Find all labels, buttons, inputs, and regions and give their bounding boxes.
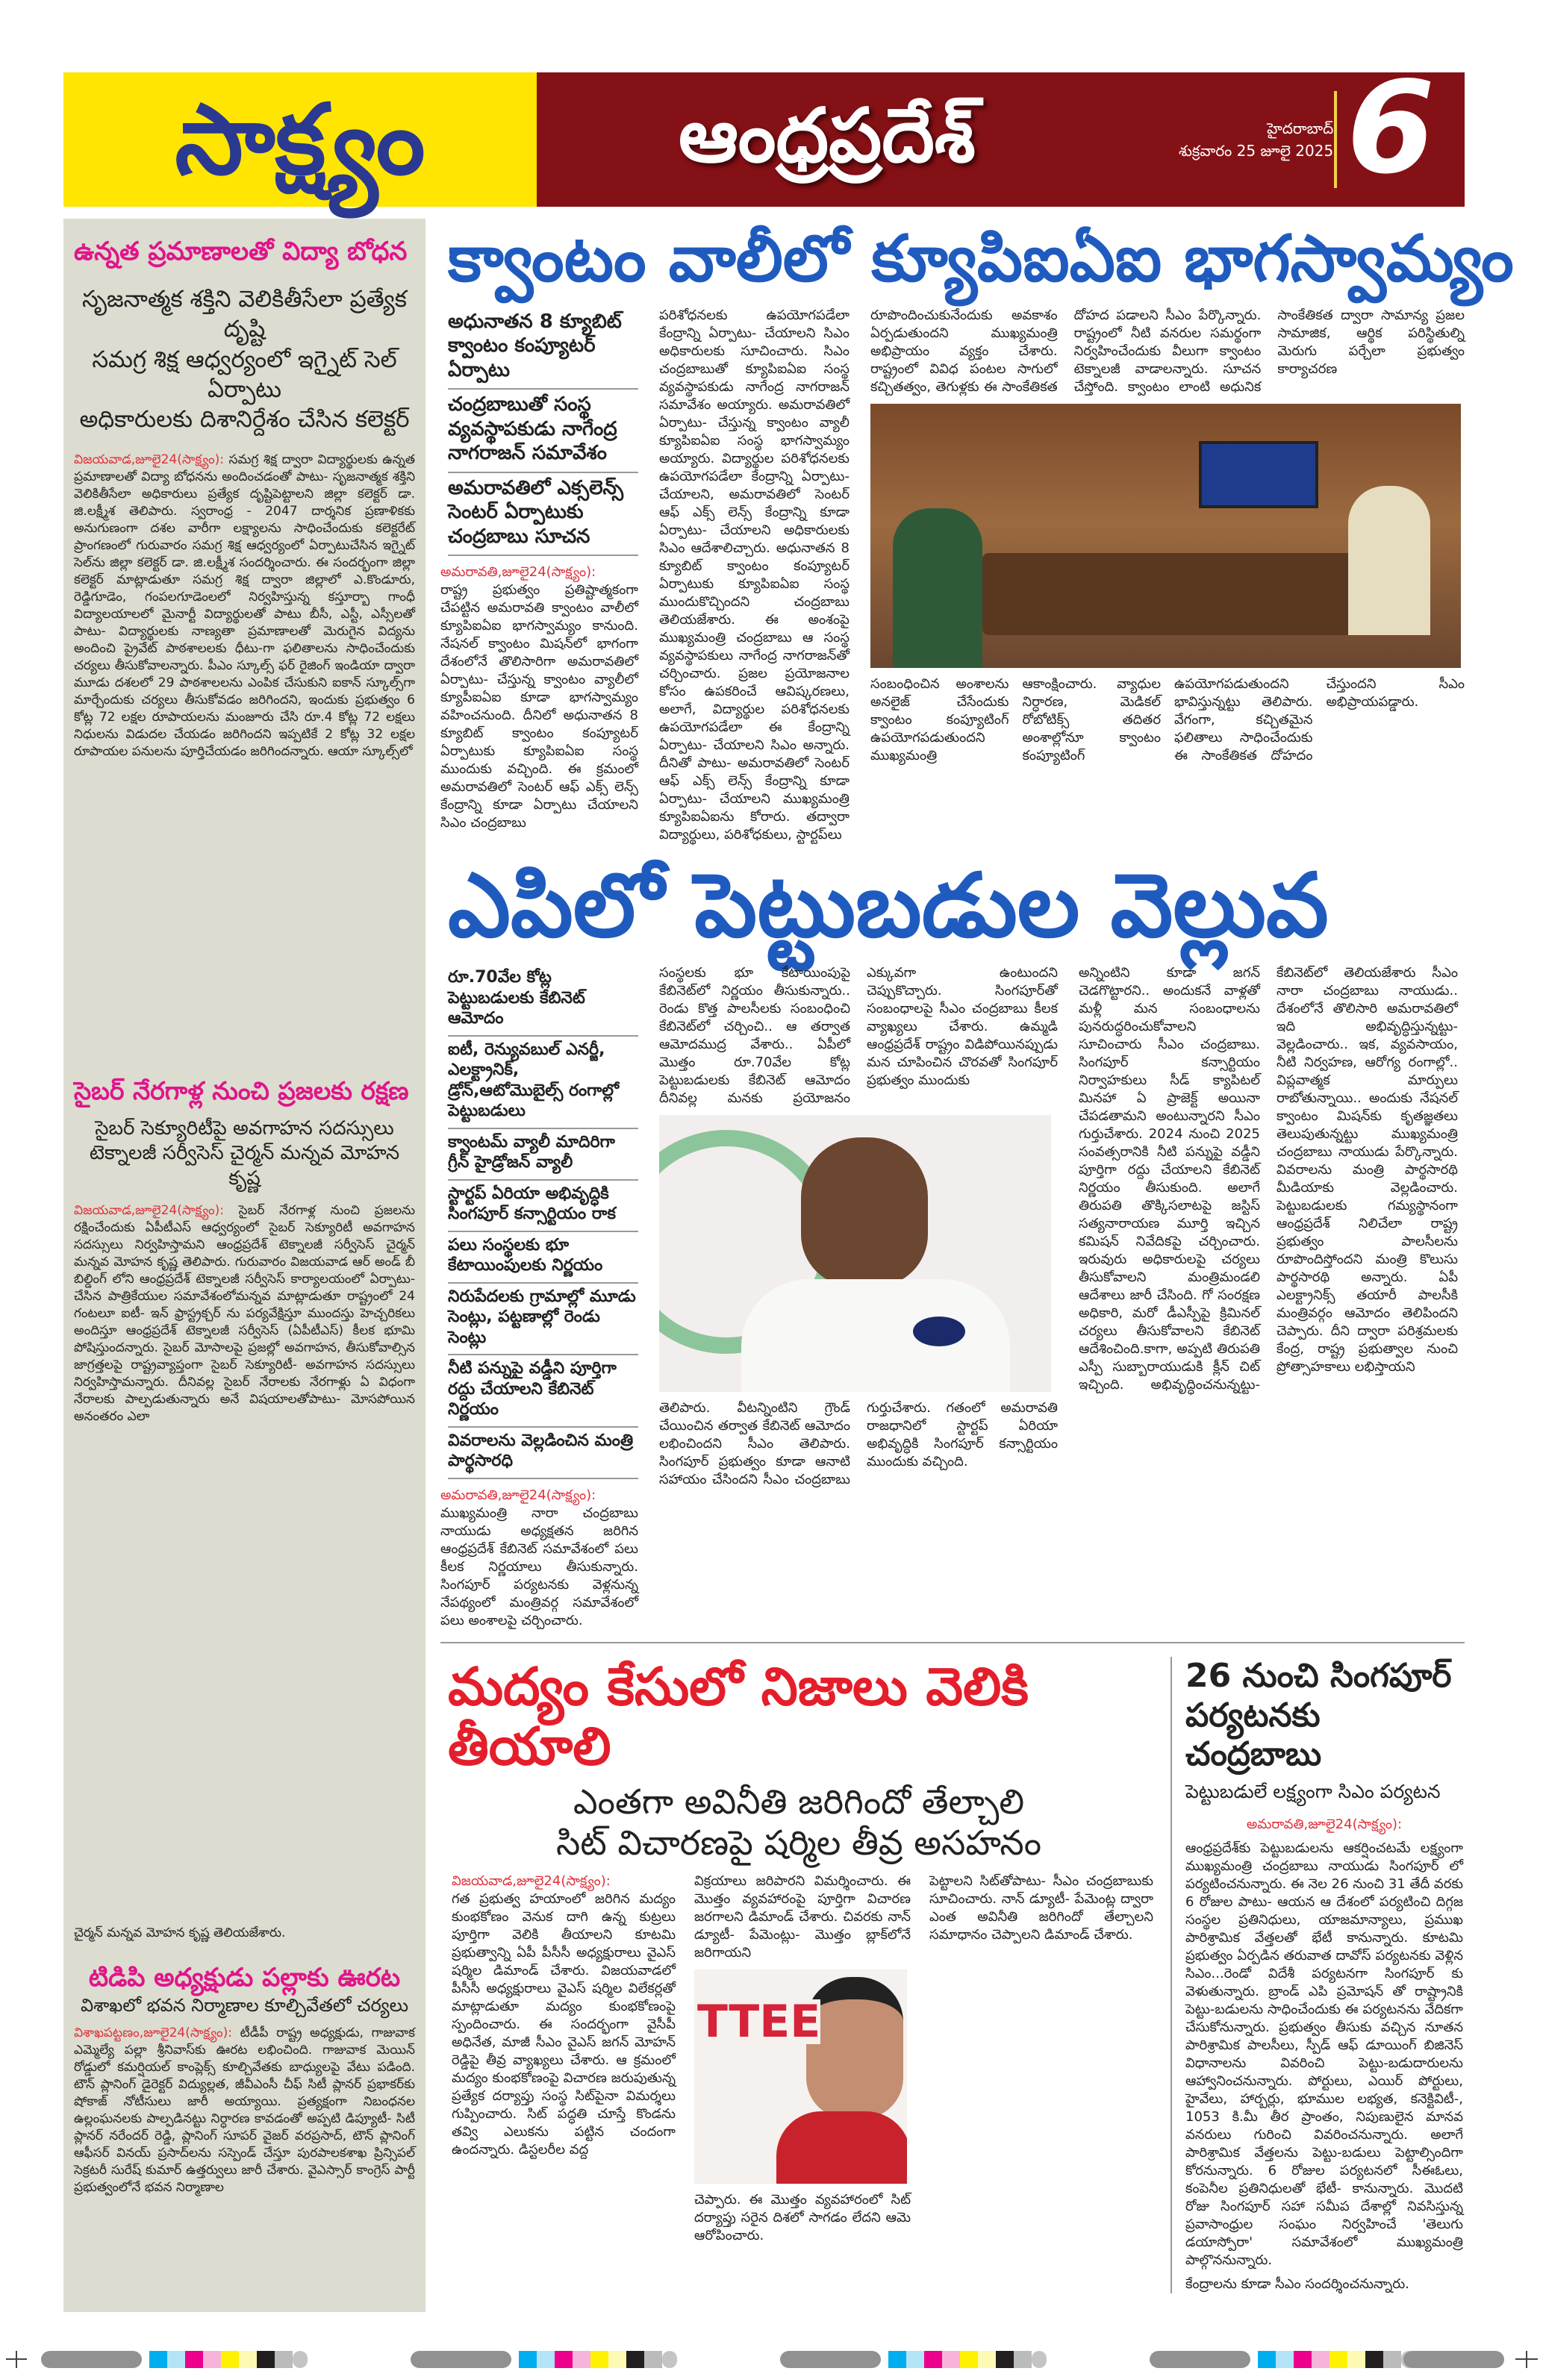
page-number: 6	[1347, 54, 1436, 202]
headline-line: 26 నుంచి సింగపూర్	[1185, 1656, 1452, 1695]
story1-highlights	[440, 307, 638, 557]
registration-swatch	[275, 2351, 293, 2368]
article-body	[74, 1202, 415, 1919]
registration-swatch	[1014, 2351, 1032, 2368]
article-text: సమగ్ర శిక్ష ద్వారా విద్యార్థులకు ఉన్నత ప్రమాణాలతో విద్యా బోధనను అందించడంతో పాటు- సృజనాత్మక శక్తిని వెలికితీసేలా అధికారులు ప్రత్యేక దృష్టిపెట్టాలని జిల్లా కలెక్టర్ డా. జి.లక్ష్మీశ తెలిపారు. స్వరాంధ్ర - 2047 దార్శనిక ప్రణాళికకు అనుగుణంగా దశల వారీగా లక్ష్యాలను సాధించేందుకు కలెక్టరేట్ ప్రాంగణంలో గురువారం సమగ్ర శిక్ష ఆధ్వర్యంలో ఏర్పాటుచేసిన ఇగ్నైట్ సెల్‌ను జిల్లా కలెక్టర్ డా. జి.లక్ష్మీశ సందర్శించారు. ఈ సందర్భంగా జిల్లా కలెక్టర్ మాట్లాడుతూ సమగ్ర శిక్ష ద్వారా జిల్లాలో ఎ.కొండూరు, రెడ్డిగూడెం, గంపలగూడెంలలో నిర్వహిస్తున్న కస్తూర్బా గాంధీ విద్యాలయాలలో మైనార్టీ విద్యార్థులతో పాటు బీసీ, ఎస్టీ, ఎస్సీలతో పాటు- విద్యార్థులకు నాణ్యతా ప్రమాణాలతో మెరుగైన విద్యను అందించి ప్రైవేట్ పాఠశాలలకు ధీటు-గా ఫలితాలను సాధించేందుకు చర్యలు తీసుకోవాలన్నారు. పీఎం స్కూల్స్ ఫర్ రైజింగ్ ఇండియా ద్వారా మూడు దశలలో 29 పాఠశాలలను ఎంపిక చేసుకుని ఐకాన్ స్కూల్స్‌గా మార్చేందుకు చర్యలు తీసుకోవడం జరిగిందని, ఇందుకు ప్రభుత్వం 6 కోట్ల 72 లక్షల రూపాయలను మంజూరు చేసి రూ.4 కోట్ల 72 లక్షలు నిధులను విడుదల చేయడం జరిగిందని ఇప్పటికే 2 కోట్ల 32 లక్షల రూపాయల పనులను పూర్తిచేయడం జరిగిందన్నారు. ఆయా స్కూల్స్‌లో	[74, 452, 415, 759]
story2-column-1	[440, 1487, 638, 1630]
registration-swatch	[626, 2351, 644, 2368]
story3-column-1	[452, 1873, 676, 2159]
story1-right-stack	[870, 307, 1465, 765]
story-quantum-valley	[440, 222, 1514, 844]
person-saree	[776, 2111, 907, 2184]
registration-swatch	[1365, 2351, 1383, 2368]
article-text: గత ప్రభుత్వ హయాంలో జరిగిన మద్యం కుంభకోణం వెనుక దాగి ఉన్న కుట్రలు పూర్తిగా వెలికి తీయాలని కూటమి ప్రభుత్వాన్ని ఏపీ పీసీసీ అధ్యక్షురాలు వైఎస్ షర్మిల డిమాండ్ చేశారు. విజయవాడలో పీసీసీ అధ్యక్షురాలు వైఎస్ షర్మిల విలేకర్లతో మాట్లాడుతూ మద్యం కుంభకోణంపై స్పందించారు. ఈ సందర్భంగా వైసీపీ అధినేత, మాజీ సీఎం వైఎస్ జగన్ మోహన్ రెడ్డిపై తీవ్ర వ్యాఖ్యలు చేశారు. ఆ క్రమంలో మద్యం కుంభకోణంపై విచారణ జరుపుతున్న ప్రత్యేక దర్యాప్తు సంస్థ సిట్‌పైనా విమర్శలు గుప్పించారు. సిట్ పద్ధతి చూస్తే కొండను తవ్వి ఎలుకను పట్టిన చందంగా ఉందన్నారు. డిస్టలరీల వద్ద	[452, 1891, 676, 2158]
article-cyber	[74, 1075, 415, 1942]
highlight-item: స్టార్టప్ ఏరియా అభివృద్ధికి సింగపూర్ కన్సార్టియం రాక	[448, 1181, 638, 1232]
registration-swatch	[942, 2351, 960, 2368]
masthead-section-banner	[537, 54, 1465, 207]
headline-investments: ఎపిలో పెట్టుబడుల వెల్లువ	[448, 853, 1329, 957]
highlight-item: నిరుపేదలకు గ్రామాల్లో మూడు సెంట్లు, పట్టణాల్లో రెండు సెంట్లు	[448, 1284, 638, 1356]
registration-swatch	[41, 2351, 142, 2368]
registration-swatch	[1403, 2351, 1504, 2368]
highlight-item: అమరావతిలో ఎక్సలెన్స్ సెంటర్ ఏర్పాటుకు చంద్రబాబు సూచన	[448, 473, 638, 557]
registration-swatch	[257, 2351, 275, 2368]
story3-column-2	[694, 1873, 911, 2245]
article-subhead: సృజనాత్మక శక్తిని వెలికితీసేలా ప్రత్యేక దృష్టి	[82, 286, 407, 343]
section-divider	[440, 1642, 1465, 1643]
person	[1348, 486, 1430, 635]
registration-swatch	[906, 2351, 924, 2368]
registration-swatch	[996, 2351, 1014, 2368]
print-registration-strip	[0, 2351, 1543, 2368]
article-subhead: ఎంతగా అవినీతి జరిగిందో తేల్చాలి	[573, 1781, 1025, 1822]
story2-bottom-columns: తెలిపారు. వీటన్నింటిని గ్రౌండ్ చేయించిన తర్వాత కేబినెట్ ఆమోదం లభించిందని సీఎం తెలిపారు. సింగపూర్ ప్రభుత్వం కూడా ఆనాటి సహాయం చేసిందని సీఎం చంద్రబాబు గుర్తుచేశారు. గతంలో అమరావతి రాజధానిలో స్టార్టప్ ఏరియా అభివృద్ధికి సింగపూర్ కన్సార్టియం ముందుకు వచ్చింది.	[659, 1400, 1058, 1488]
registration-swatch	[537, 2351, 555, 2368]
article-education	[74, 219, 415, 1063]
edition-city: హైదరాబాద్	[1267, 119, 1334, 137]
highlight-item: ఐటీ, రెన్యువబుల్ ఎనర్జీ, ఎలక్ట్రానిక్, డ్రోన్,ఆటోమొబైల్స్ రంగాల్లో పెట్టుబడులు	[448, 1037, 638, 1129]
article-subhead: అధికారులకు దిశానిర్దేశం చేసిన కలెక్టర్	[79, 406, 410, 434]
article-headline: ఉన్నత ప్రమాణాలతో విద్యా బోధన	[74, 237, 408, 266]
dateline: విజయవాడ,జూలై24(సాక్ష్యం):	[74, 452, 225, 467]
story2-top-columns: సంస్థలకు భూ కేటాయింపుపై కేబినెట్‌లో నిర్ణయం తీసుకున్నారు.. రెండు కొత్త పాలసీలకు సంబంధించి కేబినెట్‌లో చర్చించి.. ఆ తర్వాత ఆమోదముద్ర వేశారు.. ఏపీలో మొత్తం రూ.70వేల కోట్ల పెట్టుబడులకు కేబినెట్ ఆమోదం దీనివల్ల మనకు ప్రయోజనం ఎక్కువగా ఉంటుందని చెప్పుకొచ్చారు. సింగపూర్‌తో సంబంధాలపై సీఎం చంద్రబాబు కీలక వ్యాఖ్యలు చేశారు. ఉమ్మడి ఆంధ్రప్రదేశ్ రాష్ట్రం విడిపోయినప్పుడు మన చూపించిన చొరవతో సింగపూర్ ప్రభుత్వం ముందుకు	[659, 965, 1058, 1107]
registration-swatch	[573, 2351, 590, 2368]
story3-column-3: పెట్టాలని సిట్‌తోపాటు- సీఎం చంద్రబాబుకు సూచించారు. నాన్ డ్యూటీ- పేమెంట్ల ద్వారా ఎంత అవినీతి జరిగిందో తేల్చాలని సమాధానం చెప్పాలని డిమాండ్ చేశారు.	[929, 1873, 1153, 1943]
story4-ending: కేంద్రాలను కూడా సీఎం సందర్శించనున్నారు.	[1185, 2276, 1409, 2293]
registration-swatch	[608, 2351, 626, 2368]
tv-screen	[1199, 441, 1318, 508]
photo-sharmila	[694, 1970, 907, 2184]
headline-liquor-case: మద్యం కేసులో నిజాలు వెలికి తీయాలి	[448, 1655, 1029, 1778]
dateline: అమరావతి,జూలై24(సాక్ష్యం):	[1246, 1817, 1403, 1833]
registration-swatch	[780, 2351, 881, 2368]
conference-table	[982, 553, 1356, 635]
story3-column-2-top: విక్రయాలు జరిపారని విమర్శించారు. ఈ మొత్తం వ్యవహారంపై పూర్తిగా విచారణ జరగాలని డిమాండ్ చేశారు. చివరకు నాన్ డ్యూటీ- పేమెంట్లు- మొత్తం బ్లాక్‌లోనే జరిగాయని	[694, 1873, 911, 1961]
registration-swatch	[1032, 2351, 1047, 2368]
story3-column-2-bottom: చెప్పారు. ఈ మొత్తం వ్యవహారంలో సిట్ దర్యాప్తు సరైన దిశలో సాగడం లేదని ఆమె ఆరోపించారు.	[694, 2192, 911, 2244]
person	[893, 508, 982, 668]
edition-date: శుక్రవారం 25 జూలై 2025	[1179, 142, 1334, 160]
dateline: విజయవాడ,జూలై24(సాక్ష్యం):	[74, 1202, 225, 1218]
story1-left-stack	[440, 307, 638, 833]
story2-highlights	[440, 964, 638, 1479]
edition-info	[1179, 117, 1333, 162]
left-news-column	[63, 219, 426, 2312]
story1-column-2: పరిశోధనలకు ఉపయోగపడేలా కేంద్రాన్ని ఏర్పాటు- చేయాలని సిఎం అధికారులకు సూచించారు. సిఎం చంద్రబాబుతో క్యూపిఐఏఐ సంస్థ వ్యవస్థాపకుడు నాగేంద్ర నాగరాజన్ సమావేశం అయ్యారు. అమరావతిలో ఏర్పాటు- చేస్తున్న క్వాంటం వ్యాలీ క్యూపిఐఏఐ సంస్థ భాగస్వామ్యం అయ్యారు. విద్యార్థుల పరిశోధనలకు ఉపయోగపడేలా కేంద్రాన్ని ఏర్పాటు- చేయాలని, అమరావతిలో సెంటర్ ఆఫ్ ఎక్స్ లెన్స్ కేంద్రాన్ని కూడా ఏర్పాటు- చేయాలని అధికారులకు సిఎం ఆదేశాలిచ్చారు. అధునాతన 8 క్యూబిట్ క్వాంటం కంప్యూటర్ ఏర్పాటుకు క్యూపిఐఏఐ సంస్థ ముందుకొచ్చిందని చంద్రబాబు తెలియజేశారు. ఈ అంశంపై ముఖ్యమంత్రి చంద్రబాబు ఆ సంస్థ వ్యవస్థాపకులు నాగేంద్ర నాగరాజన్‌తో చర్చించారు. ప్రజల ప్రయోజనాల కోసం ఉపకరించే ఆవిష్కరణలు, అలాగే, విద్యార్థుల పరిశోధనలకు ఉపయోగపడేలా ఈ కేంద్రాన్ని ఏర్పాటు- చేయాలని సిఎం అన్నారు. దీనితో పాటు- అమరావతిలో సెంటర్ ఆఫ్ ఎక్స్ లెన్స్ కేంద్రాన్ని కూడా ఏర్పాటు- చేయాలని ముఖ్యమంత్రి క్యూపిఐఏఐను కోరారు. తద్వారా విద్యార్థులు, పరిశోధకులు, స్టార్టప్‌లు	[659, 307, 850, 843]
color-registration-marks	[0, 2351, 1543, 2368]
registration-swatch	[203, 2351, 221, 2368]
story1-column-1	[440, 563, 638, 832]
story-liquor-case	[440, 1657, 1157, 2245]
registration-swatch	[662, 2351, 677, 2368]
masthead-divider	[1334, 91, 1337, 188]
article-headline: టిడిపి అధ్యక్షుడు పల్లాకు ఊరట	[88, 1962, 401, 1993]
banner-letters: TTEE	[697, 1996, 821, 2049]
registration-swatch	[221, 2351, 239, 2368]
registration-swatch	[185, 2351, 203, 2368]
lead-headline-quantum: క్వాంటం వాలీలో క్యూపిఐఏఐ భాగస్వామ్యం	[448, 222, 1514, 296]
story-singapore-tour	[1185, 1657, 1463, 2293]
registration-swatch	[1150, 2351, 1250, 2368]
registration-swatch	[1276, 2351, 1294, 2368]
article-body	[74, 2025, 415, 2196]
highlight-item: నీటి పన్నుపై వడ్డీని పూర్తిగా రద్దు చేయాలని కేబినెట్ నిర్ణయం	[448, 1355, 638, 1428]
dateline: అమరావతి,జూలై24(సాక్ష్యం):	[440, 564, 596, 581]
section-title: ఆంధ్రప్రదేశ్	[679, 92, 976, 179]
registration-swatch	[644, 2351, 662, 2368]
registration-swatch	[924, 2351, 942, 2368]
registration-swatch	[293, 2351, 308, 2368]
story-investments	[440, 853, 1465, 1630]
masthead-logo-panel	[63, 72, 537, 207]
registration-swatch	[888, 2351, 906, 2368]
person-face	[801, 1137, 928, 1287]
article-text: టీడీపీ రాష్ట్ర అధ్యక్షుడు, గాజువాక ఎమ్మెల్యే పల్లా శ్రీనివాస్‌కు ఊరట లభించింది. గాజువాక మెయిన్ రోడ్డులో కమర్షియల్ కాంప్లెక్స్ కూల్చివేతకు బాధ్యులపై వేటు పడింది. టౌన్ ప్లానింగ్ డైరెక్టర్ విద్యుల్లత, జీవీఎంసీ చీఫ్ సిటీ ప్లానర్ ప్రభాకర్‌కు షోకాజ్ నోటీసులు జారీ అయ్యాయి. ప్రత్యక్షంగా నిబంధనల ఉల్లంఘనలకు పాల్పడినట్టు నిర్ధారణ కావడంతో అప్పటి డిప్యూటీ- సిటీ ప్లానర్ నరేందర్ రెడ్డి, ప్లానింగ్ సూపర్ వైజర్ వరప్రసాద్, టౌన్ ప్లానింగ్ ఆఫీసర్ వినయ్ ప్రసాద్‌లను సస్పెండ్ చేస్తూ పురపాలకశాఖ ప్రిన్సిపల్ సెక్రటరీ సురేష్ కుమార్ ఉత్తర్వులు జారీ చేశారు. వైఎస్సార్ కాంగ్రెస్ పార్టీ ప్రభుత్వంలోనే భవన నిర్మాణాల	[74, 2026, 416, 2196]
story2-left-stack	[440, 964, 638, 1630]
registration-swatch	[978, 2351, 996, 2368]
column-divider	[1171, 1657, 1172, 2293]
article-text: సైబర్ నేరగాళ్ల నుంచి ప్రజలను రక్షించేందుకు ఏపీటీఎస్ ఆధ్వర్యంలో సైబర్ సెక్యూరిటీ అవగాహన సదస్సులు నిర్వహిస్తామని ఆంధ్రప్రదేశ్ టెక్నాలజీ సర్వీసెస్ చైర్మన్ మన్నవ మోహన కృష్ణ తెలిపారు. గురువారం విజయవాడ ఆర్ అండ్ బీ బిల్డింగ్ లోని ఆంధ్రప్రదేశ్ టెక్నాలజీ సర్వీసెస్ కార్యాలయంలో ఏర్పాటు- చేసిన పాత్రికేయుల సమావేశంలోమన్నవ మాట్లాడుతూ రాష్ట్రంలో 24 గంటలూ ఐటీ- ఇన్ ఫ్రాస్ట్రక్చర్ ను పర్యవేక్షిస్తూ ముందస్తు హెచ్చరికలు అందిస్తూ ఆంధ్రప్రదేశ్ టెక్నాలజీ సర్వీసెస్ (ఏపీటీఎస్) కీలక భూమి పోషిస్తుందన్నారు. సైబర్ మోసాలపై ప్రజల్లో అవగాహన, తీసుకోవాల్సిన జాగ్రత్తలపై రాష్ట్రవ్యాప్తంగా సైబర్ సెక్యూరిటీ- అవగాహన సదస్సులు నిర్వహిస్తామన్నారు. దీనివల్ల సైబర్ నేరాలకు నేరగాళ్లు ఏ విధంగా నేరాలకు పాల్పడుతున్నారు అనే విషయాలతోపాటు- మోసపోయిన అనంతరం ఎలా	[74, 1202, 416, 1424]
story1-bottom-columns: సంబంధించిన అంశాలను అనలైజ్ చేసేందుకు క్వాంటం కంప్యూటింగ్ ఉపయోగపడుతుందని ముఖ్యమంత్రి ఆకాంక్షించారు. వ్యాధుల నిర్ధారణ, మెడికల్ రోబోటిక్స్ తదితర అంశాల్లోనూ క్వాంటం కంప్యూటింగ్ ఉపయోగపడుతుందని భావిస్తున్నట్టు తెలిపారు. వేగంగా, కచ్చితమైన ఫలితాలు సాధించేందుకు ఈ సాంకేతికత దోహదం చేస్తుందని సీఎం అభిప్రాయపడ్డారు.	[870, 675, 1465, 763]
article-subhead: సమగ్ర శిక్ష ఆధ్వర్యంలో ఇగ్నైట్ సెల్ ఏర్పాటు	[92, 346, 397, 404]
article-body	[74, 452, 415, 1063]
dateline: విజయవాడ,జూలై24(సాక్ష్యం):	[452, 1873, 611, 1890]
article-text: ముఖ్యమంత్రి నారా చంద్రబాబు నాయుడు అధ్యక్షతన జరిగిన ఆంధ్రప్రదేశ్ కేబినెట్ సమావేశంలో పలు కీలక నిర్ణయాలు తీసుకున్నారు. సింగపూర్ పర్యటనకు వెళ్లనున్న నేపథ్యంలో మంత్రివర్గ సమావేశంలో పలు అంశాలపై చర్చించారు.	[440, 1505, 638, 1628]
highlight-item: రూ.70వేల కోట్ల పెట్టుబడులకు కేబినెట్ ఆమోదం	[448, 964, 638, 1037]
photo-cm-meeting	[870, 404, 1461, 668]
story4-body: ఆంధ్రప్రదేశ్‌కు పెట్టుబడులను ఆకర్షించటమే లక్ష్యంగా ముఖ్యమంత్రి చంద్రబాబు నాయుడు సింగపూర్ లో పర్యటించనున్నారు. ఈ నెల 26 నుంచి 31 తేదీ వరకు 6 రోజుల పాటు- ఆయన ఆ దేశంలో పర్యటించి దిగ్గజ సంస్థల ప్రతినిధులు, యాజమాన్యాలు, ప్రముఖ పారిశ్రామిక వేత్తలతో భేటీ కానున్నారు. కూటమి ప్రభుత్వం ఏర్పడిన తరువాత దావోస్ పర్యటనకు వెళ్లిన సిఎం...రెండో విదేశీ పర్యటనగా సింగపూర్ కు వెళుతున్నారు. బ్రాండ్ ఎపి ప్రమోషన్ తో రాష్ట్రానికి పెట్టు-బడులను సాధించేందుకు ఈ పర్యటనను వేదికగా చేసుకోనున్నారు. ప్రభుత్వం తీసుకు వచ్చిన నూతన పారిశ్రామిక పాలసీలు, స్పీడ్ ఆఫ్ డూయింగ్ బిజినెస్ విధానాలను వివరించి పెట్టు-బడుదారులను ఆహ్వానించనున్నారు. పోర్టులు, ఎయిర్ పోర్టులు, హైవేలు, హార్బర్లు, భూముల లభ్యత, కనెక్టివిటీ-, 1053 కి.మీ తీర ప్రాంతం, నిపుణులైన మానవ వనరులు గురించి వివరించనున్నారు. అలాగే పారిశ్రామిక వేత్తలను పెట్టు-బడులు పెట్టాల్సిందిగా కోరనున్నారు. 6 రోజుల పర్యటనలో సీఈఓలు, కంపెనీల ప్రతినిధులతో భేటీ- కానున్నారు. మొదటి రోజు సింగపూర్ సహా సమీప దేశాల్లో నివసిస్తున్న ప్రవాసాంధ్రుల సంఘం నిర్వహించే 'తెలుగు డయాస్పోరా' సమావేశంలో ముఖ్యమంత్రి పాల్గొననున్నారు.	[1185, 1840, 1463, 2269]
registration-swatch	[1383, 2351, 1401, 2368]
highlight-item: చంద్రబాబుతో సంస్థ వ్యవస్థాపకుడు నాగేంద్ర నాగరాజన్ సమావేశం	[448, 390, 638, 473]
registration-swatch	[149, 2351, 167, 2368]
article-subhead: పెట్టుబడులే లక్ష్యంగా సిఎం పర్యటన	[1185, 1781, 1441, 1803]
article-text: రాష్ట్ర ప్రభుత్వం ప్రతిష్టాత్మకంగా చేపట్టిన అమరావతి క్వాంటం వాలీలో క్యూపిఐఏఐ భాగస్వామ్యం కానుంది. నేషనల్ క్వాంటం మిషన్‌లో భాగంగా దేశంలోనే తొలిసారిగా అమరావతిలో ఏర్పాటు- చేస్తున్న క్వాంటం వ్యాలీలో క్యూపీఐఏఐ కూడా భాగస్వామ్యం వహించనుంది. దీనిలో అధునాతన 8 క్యూబిట్ క్వాంటం కంప్యూటర్ ఏర్పాటుకు క్యూపిఐఏఐ సంస్థ ముందుకు వచ్చింది. ఈ క్రమంలో అమరావతిలో సెంటర్ ఆఫ్ ఎక్స్ లెన్స్ కేంద్రాన్ని కూడా ఏర్పాటు చేయాలని సిఎం చంద్రబాబు	[440, 582, 638, 831]
headline-line: పర్యటనకు చంద్రబాబు	[1185, 1696, 1322, 1774]
registration-swatch	[590, 2351, 608, 2368]
registration-swatch	[1312, 2351, 1330, 2368]
main-news-area	[440, 222, 1514, 2293]
photo-minister	[659, 1115, 1051, 1392]
registration-swatch	[1330, 2351, 1347, 2368]
story2-middle-stack	[659, 964, 1058, 1489]
registration-swatch	[1347, 2351, 1365, 2368]
dateline: విశాఖపట్టణం,జూలై24(సాక్ష్యం):	[74, 2026, 233, 2041]
story1-top-columns: రూపొందించుకునేందుకు అవకాశం ఏర్పడుతుందని ముఖ్యమంత్రి అభిప్రాయం వ్యక్తం చేశారు. రాష్ట్రంలో వివిధ పంటల సాగులో కచ్చితత్వం, తెగుళ్లకు ఈ సాంకేతికత దోహద పడాలని సీఎం పేర్కొన్నారు. రాష్ట్రంలో నీటి వనరుల సమర్థంగా నిర్వహించేందుకు వీలుగా క్వాంటం టెక్నాలజీ వాడాలన్నారు. సూచన చేస్తోంది. క్వాంటం లాంటి అధునిక సాంకేతికత ద్వారా సామాన్య ప్రజల సామాజిక, ఆర్థిక పరిస్థితుల్ని మెరుగు పర్చేలా ప్రభుత్వం కార్యాచరణ	[870, 307, 1465, 395]
highlight-item: అధునాతన 8 క్యూబిట్ క్వాంటం కంప్యూటర్ ఏర్పాటు	[448, 307, 638, 390]
person-shirt	[741, 1279, 1010, 1392]
highlight-item: క్వాంటమ్ వ్యాలీ మాదిరిగా గ్రీన్ హైడ్రోజన్ వ్యాలీ	[448, 1129, 638, 1181]
highlight-item: పలు సంస్థలకు భూ కేటాయింపులకు నిర్ణయం	[448, 1232, 638, 1284]
article-headline: సైబర్ నేరగాళ్ల నుంచి ప్రజలకు రక్షణ	[74, 1075, 409, 1105]
article-subhead: విశాఖలో భవన నిర్మాణాల కూల్చివేతలో చర్యలు	[81, 1995, 408, 2017]
registration-swatch	[239, 2351, 257, 2368]
registration-swatch	[167, 2351, 185, 2368]
registration-swatch	[411, 2351, 511, 2368]
registration-swatch	[519, 2351, 537, 2368]
registration-swatch	[1258, 2351, 1276, 2368]
person-face	[806, 1977, 903, 2119]
article-ending: చైర్మన్ మన్నవ మోహన కృష్ణ తెలియజేశారు.	[74, 1925, 286, 1940]
article-subhead: సైబర్ సెక్యూరిటీపై అవగాహన సదస్సులు	[95, 1116, 394, 1140]
newspaper-logo: సాక్ష్యం	[175, 83, 426, 196]
article-subhead: టెక్నాలజీ సర్వీసెస్ చైర్మన్ మన్నవ మోహన కృష్ణ	[89, 1142, 400, 1190]
registration-swatch	[1294, 2351, 1312, 2368]
dateline: అమరావతి,జూలై24(సాక్ష్యం):	[440, 1487, 596, 1503]
story3-subheads	[440, 1781, 1157, 1864]
registration-swatch	[555, 2351, 573, 2368]
registration-swatch	[960, 2351, 978, 2368]
article-subhead: సిట్ విచారణపై షర్మిల తీవ్ర అసహనం	[555, 1823, 1042, 1864]
story4-headline	[1185, 1657, 1463, 1808]
highlight-item: వివరాలను వెల్లడించిన మంత్రి పార్థసారధి	[448, 1428, 638, 1479]
article-tdp	[74, 1961, 415, 2196]
story2-right-columns: అన్నింటిని కూడా జగన్ చెడగొట్టారని.. అందుకనే వాళ్లతో మళ్లీ మన సంబంధాలను పునరుద్ధరించుకోవాలని సూచించారు సీఎం చంద్రబాబు. సింగపూర్ కన్సార్టియం నిర్వాహకులు సీడ్ క్యాపిటల్ మినహా ఏ ప్రాజెక్ట్ అయినా చేపడతామని అంటున్నారని సీఎం గుర్తుచేశారు. 2024 నుంచి 2025 సంవత్సరానికి నీటి పన్నుపై వడ్డీని పూర్తిగా రద్దు చేయాలని కేబినెట్ నిర్ణయం తీసుకుంది. అలాగే తిరుపతి తొక్కిసలాటపై జస్టిస్ సత్యనారాయణ మూర్తి ఇచ్చిన కమిషన్ నివేదికపై చర్చించారు. ఇరువురు అధికారులపై చర్యలు తీసుకోవాలని మంత్రిమండలి ఆదేశాలు జారీ చేసింది. గో సంరక్షణ అధికారి, మరో డీఎస్పీపై క్రిమినల్ చర్యలు తీసుకోవాలని కేబినెట్ ఆదేశించింది.కాగా, అప్పటి తిరుపతి ఎస్పీ సుబ్బారాయుడుకి క్లీన్ చిట్ ఇచ్చింది. అభివృద్ధించనున్నట్టు- కేబినెట్‌లో తెలియజేశారు సీఎం నారా చంద్రబాబు నాయుడు.. దేశంలోనే తొలిసారి అమరావతిలో ఇది అభివృద్ధిస్తున్నట్టు- వెల్లడించారు.. ఇక, వ్యవసాయం, నీటి నిర్వహణ, ఆరోగ్య రంగాల్లో.. విప్లవాత్మక మార్పులు రాబోతున్నాయి.. అందుకు నేషనల్ క్వాంటం మిషన్‌కు కృతజ్ఞతలు తెలుపుతున్నట్టు ముఖ్యమంత్రి చంద్రబాబు నాయుడు పేర్కొన్నారు. వివరాలను మంత్రి పార్థసారథి మీడియాకు వెల్లడించారు. పెట్టుబడులకు గమ్యస్థానంగా ఆంధ్రప్రదేశ్ నిలిచేలా రాష్ట్ర ప్రభుత్వం పాలసీలను రూపొందిస్తోందని మంత్రి కొలుసు పార్థసారథి అన్నారు. ఏపీ ఎలక్ట్రానిక్స్ తయారీ పాలసీకి మంత్రివర్గం ఆమోదం తెలిపిందని చెప్పారు. దీని ద్వారా పరిశ్రమలకు కేంద్ర, రాష్ట్ర ప్రభుత్వాల నుంచి ప్రోత్సాహకాలు లభిస్తాయని	[1079, 965, 1458, 1393]
